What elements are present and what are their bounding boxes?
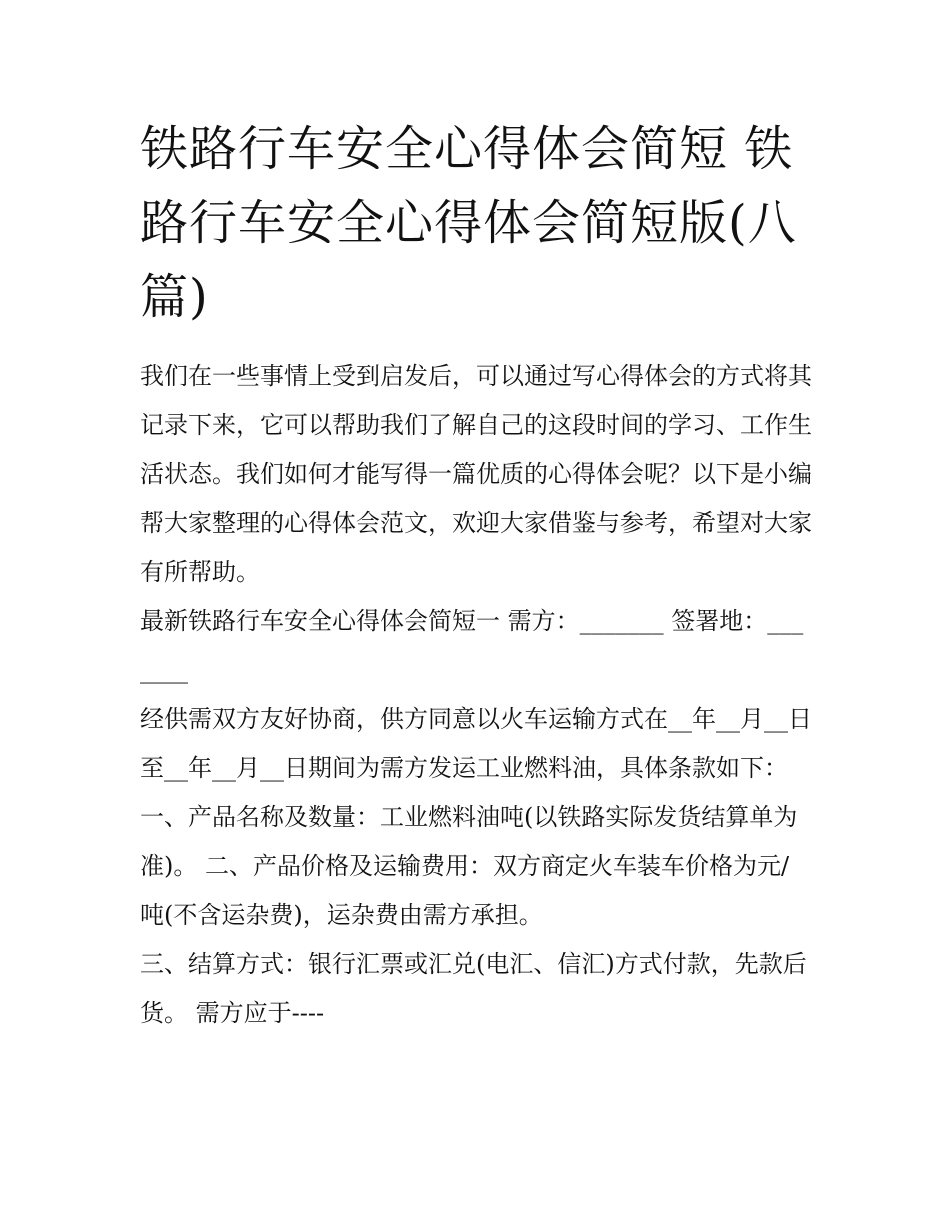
clause-settlement-paragraph: 三、结算方式：银行汇票或汇兑(电汇、信汇)方式付款，先款后货。 需方应于----: [140, 950, 807, 1027]
clause-product-price-paragraph: 一、产品名称及数量：工业燃料油吨(以铁路实际发货结算单为准)。 二、产品价格及运输费用：双方商定火车装车价格为元/吨(不含运杂费)，运杂费由需方承担。: [140, 803, 798, 929]
agreement-paragraph: 经供需双方友好协商，供方同意以火车运输方式在__年__月__日至__年__月__日期间为需方发运工业燃料油，具体条款如下：: [140, 705, 812, 782]
intro-paragraph: 我们在一些事情上受到启发后，可以通过写心得体会的方式将其记录下来，它可以帮助我们了解自己的这段时间的学习、工作生活状态。我们如何才能写得一篇优质的心得体会呢？以下是小编帮大家整理的心得体会范文，欢迎大家借鉴与参考，希望对大家有所帮助。: [140, 362, 812, 586]
document-title: 铁路行车安全心得体会简短 铁路行车安全心得体会简短版(八篇): [140, 121, 797, 325]
section-heading-paragraph: 最新铁路行车安全心得体会简短一 需方：_______ 签署地：_______: [140, 607, 804, 684]
document-page: [140, 112, 812, 1038]
document-body: [140, 352, 812, 1038]
